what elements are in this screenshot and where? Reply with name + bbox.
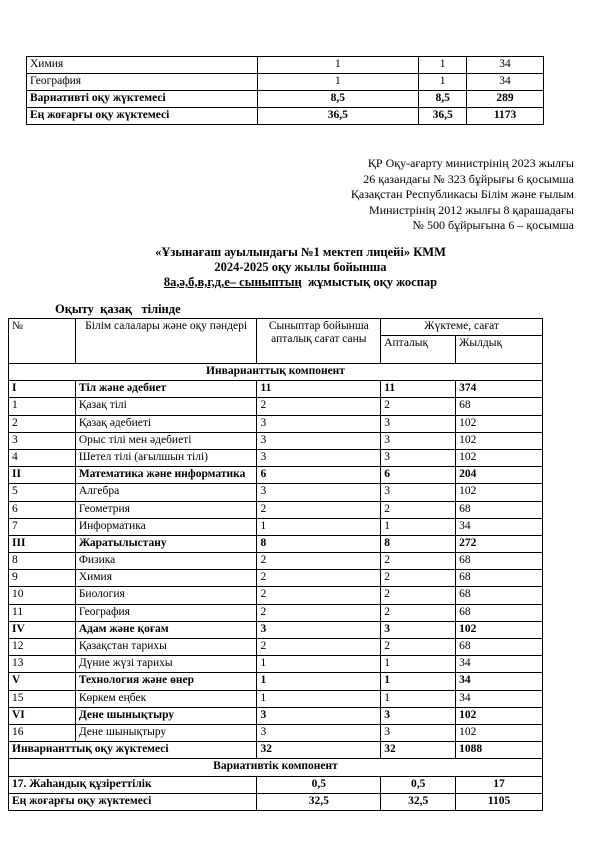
total-weekly: 32 xyxy=(381,742,456,759)
row-weekly-hours: 6 xyxy=(257,467,381,484)
row-yearly: 102 xyxy=(456,724,543,741)
row-num: 9 xyxy=(9,570,76,587)
invariant-section-row xyxy=(9,364,543,381)
row-subject: Дүние жүзі тарихы xyxy=(75,656,257,673)
grand-total-label: Ең жоғарғы оқу жүктемесі xyxy=(9,793,257,810)
row-weekly: 2 xyxy=(381,587,456,604)
row-num: 12 xyxy=(9,639,76,656)
row-subject: Ең жоғарғы оқу жүктемесі xyxy=(27,108,258,125)
row-num: III xyxy=(9,535,76,552)
row-subject: Дене шынықтыру xyxy=(75,724,257,741)
row-yearly: 17 xyxy=(456,776,543,793)
table-row xyxy=(9,621,543,638)
row-weekly: 36,5 xyxy=(419,108,467,125)
row-yearly: 34 xyxy=(456,690,543,707)
row-num: 5 xyxy=(9,484,76,501)
row-weekly: 1 xyxy=(381,518,456,535)
row-weekly: 3 xyxy=(381,484,456,501)
row-weekly: 3 xyxy=(381,432,456,449)
row-num: I xyxy=(9,381,76,398)
row-yearly: 102 xyxy=(456,484,543,501)
row-weekly-hours: 3 xyxy=(257,415,381,432)
row-weekly-hours: 2 xyxy=(257,604,381,621)
row-weekly: 3 xyxy=(381,707,456,724)
table-row xyxy=(9,535,543,552)
row-num: V xyxy=(9,673,76,690)
row-yearly: 34 xyxy=(456,518,543,535)
approval-line: Министрінің 2012 жылғы 8 қарашадағы xyxy=(369,202,574,217)
row-yearly: 68 xyxy=(456,604,543,621)
table-row xyxy=(9,501,543,518)
row-weekly-hours: 2 xyxy=(257,587,381,604)
row-weekly: 8,5 xyxy=(419,91,467,108)
row-num: 11 xyxy=(9,604,76,621)
approval-line: Қазақстан Республикасы Білім және ғылым xyxy=(350,187,574,201)
row-num: 7 xyxy=(9,518,76,535)
row-yearly: 102 xyxy=(456,415,543,432)
row-yearly: 34 xyxy=(456,673,543,690)
row-weekly: 1 xyxy=(381,673,456,690)
approval-note xyxy=(351,156,574,234)
row-num: 15 xyxy=(9,690,76,707)
row-yearly: 68 xyxy=(456,570,543,587)
row-weekly: 1 xyxy=(381,690,456,707)
row-weekly-hours: 1 xyxy=(257,690,381,707)
row-subject: Дене шынықтыру xyxy=(75,707,257,724)
row-weekly-hours: 0,5 xyxy=(257,776,381,793)
top-table-row xyxy=(27,91,544,108)
row-num: 13 xyxy=(9,656,76,673)
table-row xyxy=(9,449,543,466)
row-yearly: 272 xyxy=(456,535,543,552)
grand-total-row xyxy=(9,793,543,810)
grand-total-weekly-hours: 32,5 xyxy=(257,793,381,810)
row-weekly-hours: 8 xyxy=(257,535,381,552)
row-weekly: 1 xyxy=(381,656,456,673)
row-weekly: 6 xyxy=(381,467,456,484)
title-plan xyxy=(0,275,601,290)
top-table-row xyxy=(27,108,544,125)
row-num: II xyxy=(9,467,76,484)
header-num: № xyxy=(9,319,76,364)
row-num: 6 xyxy=(9,501,76,518)
row-weekly-hours: 3 xyxy=(257,621,381,638)
title-classes: 8а,ә,б,в,г,д,е– сыныптың xyxy=(163,275,302,289)
variative-title: Вариативтік компонент xyxy=(9,759,543,776)
header-weekly: Апталық xyxy=(381,336,456,364)
table-row xyxy=(9,690,543,707)
row-subject: Технология және өнер xyxy=(75,673,257,690)
header-row xyxy=(9,319,543,336)
curriculum-table-body xyxy=(9,319,543,811)
variative-section-row xyxy=(9,759,543,776)
row-yearly: 289 xyxy=(467,91,544,108)
row-yearly: 34 xyxy=(467,74,544,91)
row-weekly: 2 xyxy=(381,501,456,518)
total-weekly-hours: 32 xyxy=(257,742,381,759)
row-weekly: 8 xyxy=(381,535,456,552)
row-subject: Қазақ тілі xyxy=(75,398,257,415)
table-row xyxy=(9,639,543,656)
title-plan-rest: жұмыстық оқу жоспар xyxy=(301,275,438,289)
grand-total-weekly: 32,5 xyxy=(381,793,456,810)
table-row xyxy=(9,673,543,690)
row-subject: Адам және қоғам xyxy=(75,621,257,638)
row-weekly: 3 xyxy=(381,724,456,741)
table-row xyxy=(9,553,543,570)
row-subject: Жаратылыстану xyxy=(75,535,257,552)
row-num: 2 xyxy=(9,415,76,432)
row-subject: Физика xyxy=(75,553,257,570)
row-subject: Көркем еңбек xyxy=(75,690,257,707)
row-num: 3 xyxy=(9,432,76,449)
top-table-row xyxy=(27,57,544,74)
top-load-table xyxy=(26,56,544,125)
table-row xyxy=(9,415,543,432)
table-row xyxy=(9,587,543,604)
table-row xyxy=(9,604,543,621)
row-weekly: 11 xyxy=(381,381,456,398)
row-weekly-hours: 1 xyxy=(257,57,419,74)
invariant-title: Инварианттық компонент xyxy=(9,364,543,381)
row-weekly-hours: 3 xyxy=(257,432,381,449)
table-row xyxy=(9,707,543,724)
total-yearly: 1088 xyxy=(456,742,543,759)
row-yearly: 68 xyxy=(456,553,543,570)
row-weekly-hours: 2 xyxy=(257,501,381,518)
title-school: «Ұзынағаш ауылындағы №1 мектеп лицейі» КММ xyxy=(155,245,446,259)
row-yearly: 1173 xyxy=(467,108,544,125)
row-yearly: 34 xyxy=(467,57,544,74)
grand-total-yearly: 1105 xyxy=(456,793,543,810)
row-subject: 17. Жаһандық құзіреттілік xyxy=(9,776,257,793)
row-weekly: 2 xyxy=(381,639,456,656)
row-subject: Тіл және әдебиет xyxy=(75,381,257,398)
row-weekly: 0,5 xyxy=(381,776,456,793)
row-yearly: 102 xyxy=(456,621,543,638)
curriculum-table xyxy=(8,318,543,811)
row-subject: География xyxy=(27,74,258,91)
total-label: Инварианттық оқу жүктемесі xyxy=(9,742,257,759)
row-num: IV xyxy=(9,621,76,638)
row-subject: Геометрия xyxy=(75,501,257,518)
row-weekly-hours: 1 xyxy=(257,518,381,535)
row-weekly: 3 xyxy=(381,621,456,638)
row-num: 8 xyxy=(9,553,76,570)
row-weekly: 1 xyxy=(419,74,467,91)
row-yearly: 374 xyxy=(456,381,543,398)
top-table-row xyxy=(27,74,544,91)
row-num: 4 xyxy=(9,449,76,466)
row-subject: Орыс тілі мен әдебиеті xyxy=(75,432,257,449)
approval-line: № 500 бұйрығына 6 – қосымша xyxy=(412,218,574,232)
row-subject: Математика және информатика xyxy=(75,467,257,484)
header-yearly: Жылдық xyxy=(456,336,543,364)
row-num: 10 xyxy=(9,587,76,604)
row-weekly: 3 xyxy=(381,415,456,432)
row-num: VI xyxy=(9,707,76,724)
row-subject: Шетел тілі (ағылшын тілі) xyxy=(75,449,257,466)
row-yearly: 68 xyxy=(456,587,543,604)
row-weekly: 3 xyxy=(381,449,456,466)
table-row xyxy=(9,381,543,398)
row-subject: Химия xyxy=(75,570,257,587)
row-weekly: 1 xyxy=(419,57,467,74)
table-row xyxy=(9,432,543,449)
table-row xyxy=(9,518,543,535)
row-weekly-hours: 36,5 xyxy=(257,108,419,125)
row-yearly: 68 xyxy=(456,639,543,656)
language-label: Оқыту қазақ тілінде xyxy=(55,302,181,316)
table-row xyxy=(9,656,543,673)
row-subject: Вариативті оқу жүктемесі xyxy=(27,91,258,108)
row-yearly: 102 xyxy=(456,449,543,466)
row-weekly-hours: 3 xyxy=(257,724,381,741)
header-subject: Білім салалары және оқу пәндері xyxy=(75,319,257,364)
row-yearly: 102 xyxy=(456,432,543,449)
row-subject: Информатика xyxy=(75,518,257,535)
row-subject: Химия xyxy=(27,57,258,74)
row-subject: Қазақстан тарихы xyxy=(75,639,257,656)
title-year: 2024-2025 оқу жылы бойынша xyxy=(214,260,387,274)
table-row xyxy=(9,484,543,501)
row-weekly-hours: 1 xyxy=(257,74,419,91)
row-weekly-hours: 1 xyxy=(257,656,381,673)
table-row xyxy=(9,724,543,741)
row-weekly: 2 xyxy=(381,398,456,415)
row-subject: Қазақ әдебиеті xyxy=(75,415,257,432)
table-row xyxy=(9,467,543,484)
row-subject: Алгебра xyxy=(75,484,257,501)
row-weekly-hours: 2 xyxy=(257,639,381,656)
document-title xyxy=(0,245,601,290)
invariant-total-row xyxy=(9,742,543,759)
row-weekly-hours: 3 xyxy=(257,484,381,501)
header-weekly-hours: Сыныптар бойынша апталық сағат саны xyxy=(257,319,381,364)
row-subject: Биология xyxy=(75,587,257,604)
row-weekly-hours: 11 xyxy=(257,381,381,398)
approval-line: ҚР Оқу-ағарту министрінің 2023 жылғы xyxy=(367,156,574,170)
header-load: Жүктеме, сағат xyxy=(381,319,543,336)
variative-row xyxy=(9,776,543,793)
row-yearly: 34 xyxy=(456,656,543,673)
approval-line: 26 қазандағы № 323 бұйрығы 6 қосымша xyxy=(363,171,574,186)
row-weekly-hours: 2 xyxy=(257,553,381,570)
row-yearly: 68 xyxy=(456,398,543,415)
row-weekly-hours: 1 xyxy=(257,673,381,690)
row-weekly-hours: 2 xyxy=(257,570,381,587)
row-weekly-hours: 2 xyxy=(257,398,381,415)
row-yearly: 68 xyxy=(456,501,543,518)
table-row xyxy=(9,398,543,415)
row-num: 16 xyxy=(9,724,76,741)
row-weekly: 2 xyxy=(381,604,456,621)
top-load-table-body xyxy=(27,57,544,125)
row-subject: География xyxy=(75,604,257,621)
row-weekly-hours: 3 xyxy=(257,707,381,724)
row-weekly: 2 xyxy=(381,570,456,587)
row-weekly: 2 xyxy=(381,553,456,570)
row-weekly-hours: 8,5 xyxy=(257,91,419,108)
row-num: 1 xyxy=(9,398,76,415)
table-row xyxy=(9,570,543,587)
row-yearly: 204 xyxy=(456,467,543,484)
row-yearly: 102 xyxy=(456,707,543,724)
row-weekly-hours: 3 xyxy=(257,449,381,466)
